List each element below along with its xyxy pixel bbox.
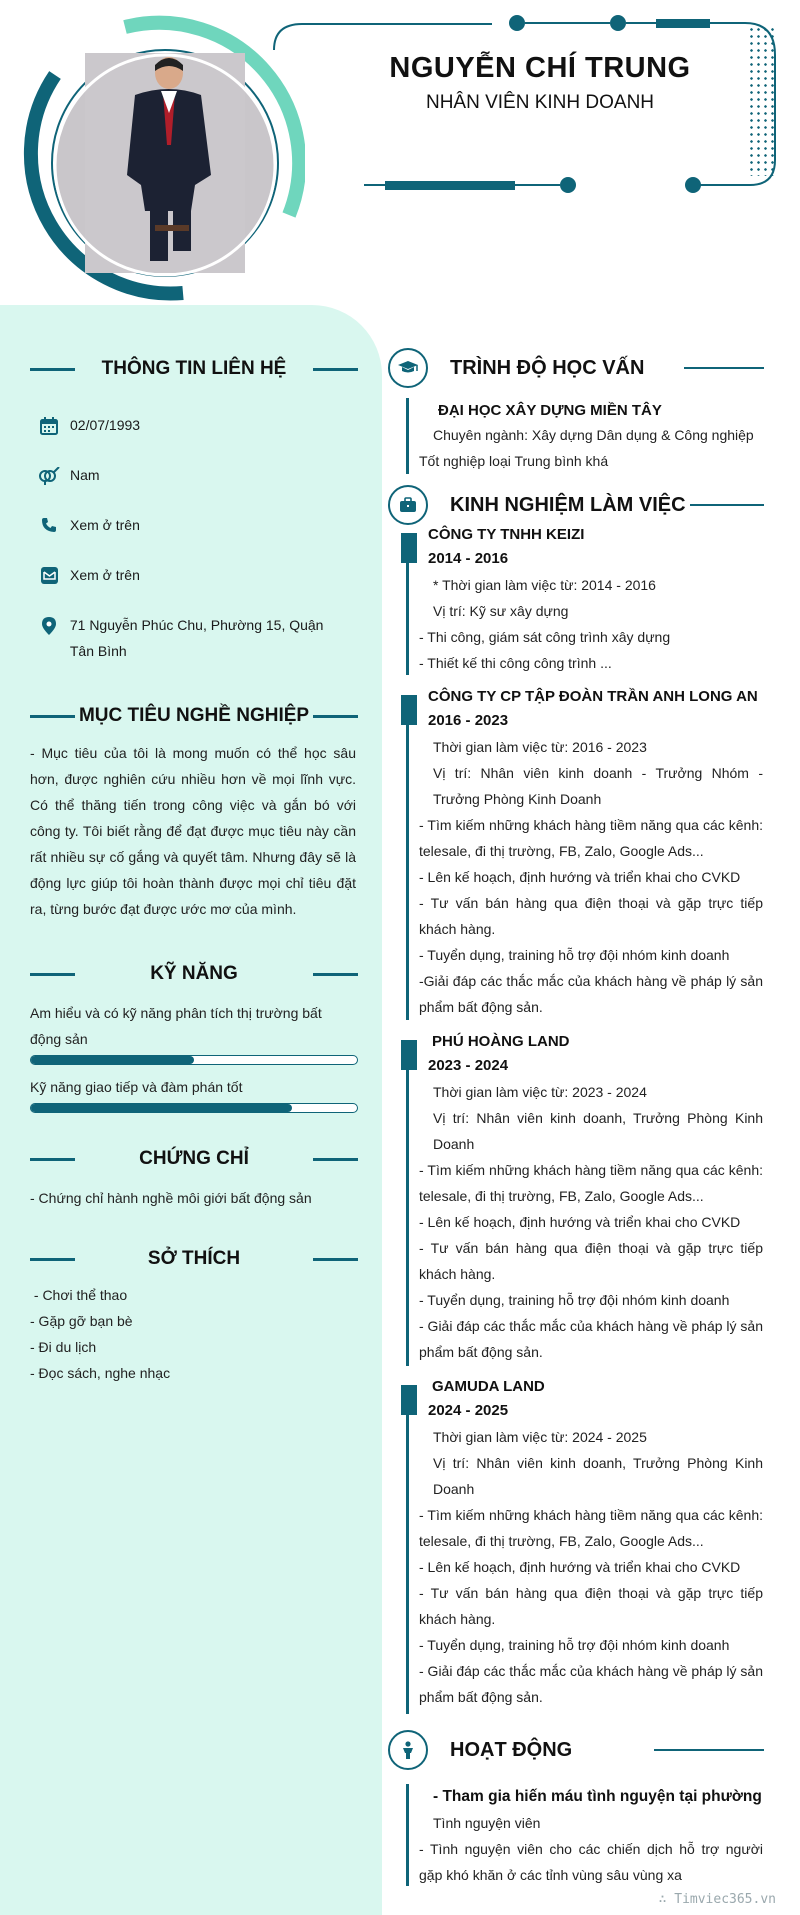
contact-email <box>38 562 140 588</box>
job-duty: - Giải đáp các thắc mắc của khách hàng về pháp lý sản phẩm bất động sản. <box>419 1663 763 1705</box>
job-duty: -Giải đáp các thắc mắc của khách hàng về pháp lý sản phẩm bất động sản. <box>419 973 763 1015</box>
job-period: Thời gian làm việc từ: 2023 - 2024 <box>433 1084 647 1100</box>
location-icon <box>38 612 60 635</box>
birthday-text: 02/07/1993 <box>70 417 141 433</box>
school-name: ĐẠI HỌC XÂY DỰNG MIỀN TÂY <box>438 402 662 419</box>
email-icon <box>38 562 60 584</box>
job-duty: - Tuyển dụng, training hỗ trợ đội nhóm kinh doanh <box>419 947 730 963</box>
job-duty: - Lên kế hoạch, định hướng và triển khai cho CVKD <box>419 869 741 885</box>
job-years: 2024 - 2025 <box>428 1402 509 1419</box>
job-duty: - Tìm kiếm những khách hàng tiềm năng qua các kênh: telesale, đi thị trường, FB, Zalo, Google Ads... <box>419 1162 763 1204</box>
address-text: 71 Nguyễn Phúc Chu, Phường 15, Quận Tân Bình <box>69 617 324 659</box>
job-position: Vị trí: Nhân viên kinh doanh - Trưởng Nhóm - Trưởng Phòng Kinh Doanh <box>433 765 763 807</box>
hobby-item: - Đi du lịch <box>30 1339 97 1355</box>
timeline-line <box>406 398 409 474</box>
contact-heading: THÔNG TIN LIÊN HỆ <box>30 358 358 380</box>
timeline-line <box>406 560 409 675</box>
job-duty: - Tuyển dụng, training hỗ trợ đội nhóm kinh doanh <box>419 1292 730 1308</box>
watermark: ∴ Timviec365.vn <box>658 1892 776 1907</box>
major-text: Chuyên ngành: Xây dựng Dân dụng & Công nghiệp <box>433 427 754 443</box>
job-years: 2016 - 2023 <box>428 712 509 729</box>
activity-name: - Tham gia hiến máu tình nguyện tại phường <box>433 1788 762 1805</box>
job-position: Vị trí: Kỹ sư xây dựng <box>433 603 569 619</box>
job-period: * Thời gian làm việc từ: 2014 - 2016 <box>433 577 656 593</box>
gender-text: Nam <box>70 467 100 483</box>
skill-bar-fill <box>31 1104 292 1112</box>
job-duty: - Lên kế hoạch, định hướng và triển khai cho CVKD <box>419 1214 741 1230</box>
dot-pattern <box>748 26 776 176</box>
full-name: NGUYỄN CHÍ TRUNG <box>389 52 691 84</box>
timeline-line <box>406 1066 409 1366</box>
activities-heading: HOẠT ĐỘNG <box>388 1730 764 1770</box>
skill-bar-2 <box>30 1103 358 1113</box>
job-years: 2023 - 2024 <box>428 1057 509 1074</box>
activity-description: - Tình nguyện viên cho các chiến dịch hỗ trợ người gặp khó khăn ở các tỉnh vùng sâu vùng xa <box>419 1841 763 1883</box>
skills-heading: KỸ NĂNG <box>30 963 358 985</box>
graduation-cap-icon <box>388 348 428 388</box>
job-duty: - Thi công, giám sát công trình xây dựng <box>419 629 671 645</box>
avatar-frame <box>15 15 305 305</box>
experience-heading: KINH NGHIỆM LÀM VIỆC <box>388 485 764 525</box>
job-period: Thời gian làm việc từ: 2024 - 2025 <box>433 1429 647 1445</box>
job-duty: - Giải đáp các thắc mắc của khách hàng về pháp lý sản phẩm bất động sản. <box>419 1318 763 1360</box>
skill-bar-1 <box>30 1055 358 1065</box>
grade-text: Tốt nghiệp loại Trung bình khá <box>419 453 609 469</box>
gender-icon <box>38 462 60 485</box>
job-company: CÔNG TY TNHH KEIZI <box>428 526 585 543</box>
job-duty: - Tuyển dụng, training hỗ trợ đội nhóm kinh doanh <box>419 1637 730 1653</box>
timeline-line <box>406 1784 409 1886</box>
email-text: Xem ở trên <box>70 567 140 583</box>
job-period: Thời gian làm việc từ: 2016 - 2023 <box>433 739 647 755</box>
calendar-icon <box>38 412 60 435</box>
job-marker <box>401 1385 417 1415</box>
job-years: 2014 - 2016 <box>428 550 509 567</box>
job-company: GAMUDA LAND <box>432 1378 545 1395</box>
job-position: Vị trí: Nhân viên kinh doanh, Trưởng Phòng Kinh Doanh <box>433 1110 763 1152</box>
objective-text: - Mục tiêu của tôi là mong muốn có thể học sâu hơn, được nghiên cứu nhiều hơn về mọi lĩnh vực. Có thể thăng tiến trong công việc và gắn bó với công ty. Tôi biết rằng để đạt được mục tiêu này cần rất nhiều sự cố gắng và quyết tâm. Nhưng đây sẽ là động lực giúp tôi hoàn thành được mọi chỉ tiêu đặt ra, từng bước đạt được ước mơ của mình. <box>30 745 356 917</box>
hobbies-heading: SỞ THÍCH <box>30 1248 358 1270</box>
job-company: PHÚ HOÀNG LAND <box>432 1033 570 1050</box>
skill-bar-fill <box>31 1056 194 1064</box>
job-title: NHÂN VIÊN KINH DOANH <box>425 92 655 113</box>
education-heading: TRÌNH ĐỘ HỌC VẤN <box>388 348 764 388</box>
hobby-item: - Chơi thể thao <box>30 1287 128 1303</box>
job-duty: - Tìm kiếm những khách hàng tiềm năng qua các kênh: telesale, đi thị trường, FB, Zalo, Google Ads... <box>419 1507 763 1549</box>
hobby-item: - Đọc sách, nghe nhạc <box>30 1365 171 1381</box>
phone-text: Xem ở trên <box>70 517 140 533</box>
job-company: CÔNG TY CP TẬP ĐOÀN TRẦN ANH LONG AN <box>428 688 758 705</box>
job-duty: - Tìm kiếm những khách hàng tiềm năng qua các kênh: telesale, đi thị trường, FB, Zalo, Google Ads... <box>419 817 763 859</box>
job-duty: - Tư vấn bán hàng qua điện thoại và gặp trực tiếp khách hàng. <box>419 895 763 937</box>
contact-gender <box>38 462 100 488</box>
objective-heading: MỤC TIÊU NGHỀ NGHIỆP <box>30 705 358 727</box>
timeline-line <box>406 1412 409 1714</box>
phone-icon <box>38 512 60 533</box>
skill-name-2: Kỹ năng giao tiếp và đàm phán tốt <box>30 1079 243 1095</box>
certificates-heading: CHỨNG CHỈ <box>30 1148 358 1170</box>
job-marker <box>401 533 417 563</box>
skill-name-1: Am hiểu và có kỹ năng phân tích thị trường bất động sản <box>30 1005 322 1047</box>
job-marker <box>401 695 417 725</box>
activity-role: Tình nguyện viên <box>433 1815 541 1831</box>
job-marker <box>401 1040 417 1070</box>
certificate-item: - Chứng chỉ hành nghề môi giới bất động sản <box>30 1190 312 1206</box>
job-duty: - Tư vấn bán hàng qua điện thoại và gặp trực tiếp khách hàng. <box>419 1240 763 1282</box>
job-duty: - Tư vấn bán hàng qua điện thoại và gặp trực tiếp khách hàng. <box>419 1585 763 1627</box>
hobby-item: - Gặp gỡ bạn bè <box>30 1313 133 1329</box>
job-duty: - Lên kế hoạch, định hướng và triển khai cho CVKD <box>419 1559 741 1575</box>
person-icon <box>388 1730 428 1770</box>
briefcase-icon <box>388 485 428 525</box>
timeline-line <box>406 722 409 1020</box>
contact-address <box>38 612 348 664</box>
contact-birthday <box>38 412 140 438</box>
contact-phone <box>38 512 140 538</box>
job-duty: - Thiết kế thi công công trình ... <box>419 655 612 671</box>
job-position: Vị trí: Nhân viên kinh doanh, Trưởng Phòng Kinh Doanh <box>433 1455 763 1497</box>
profile-photo <box>55 53 275 275</box>
